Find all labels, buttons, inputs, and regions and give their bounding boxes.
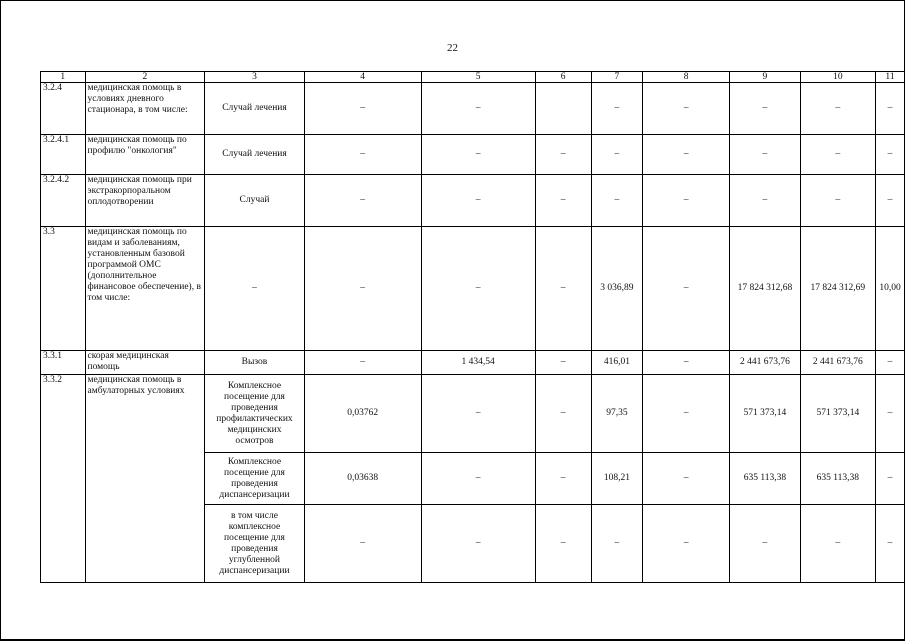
cell-c8: – <box>643 505 730 583</box>
row-code: 3.3.1 <box>41 351 86 375</box>
cell-c8: – <box>643 453 730 505</box>
cell-c6: – <box>535 351 591 375</box>
col-header-3: 3 <box>205 72 304 83</box>
cell-c11: 10,00 <box>876 227 905 351</box>
row-code: 3.3.2 <box>41 375 86 583</box>
cell-c10: 2 441 673,76 <box>800 351 875 375</box>
cell-c5: 1 434,54 <box>421 351 535 375</box>
cell-c7: 3 036,89 <box>591 227 642 351</box>
cell-c11: – <box>876 135 905 175</box>
row-code: 3.3 <box>41 227 86 351</box>
cell-c5: – <box>421 505 535 583</box>
cell-c10: – <box>800 135 875 175</box>
cell-c5: – <box>421 135 535 175</box>
cell-c4: – <box>304 83 421 135</box>
row-unit: Вызов <box>205 351 304 375</box>
cell-c4: – <box>304 135 421 175</box>
table-row <box>41 351 905 375</box>
cell-c8: – <box>643 83 730 135</box>
row-code: 3.2.4.2 <box>41 175 86 227</box>
cell-c9: 635 113,38 <box>730 453 801 505</box>
cell-c10: – <box>800 505 875 583</box>
col-header-1: 1 <box>41 72 86 83</box>
cell-c11: – <box>876 505 905 583</box>
col-header-10: 10 <box>800 72 875 83</box>
cell-c4: – <box>304 505 421 583</box>
col-header-9: 9 <box>730 72 801 83</box>
row-code: 3.2.4.1 <box>41 135 86 175</box>
row-unit: Комплексное посещение для проведения профилактических медицинских осмотров <box>205 375 304 453</box>
cell-c9: 17 824 312,68 <box>730 227 801 351</box>
cell-c4: – <box>304 175 421 227</box>
data-table <box>40 71 905 583</box>
cell-c6 <box>535 83 591 135</box>
cell-c9: – <box>730 505 801 583</box>
cell-c9: – <box>730 83 801 135</box>
cell-c5: – <box>421 227 535 351</box>
cell-c11: – <box>876 375 905 453</box>
cell-c6: – <box>535 453 591 505</box>
cell-c4: – <box>304 351 421 375</box>
row-name: медицинская помощь по профилю "онкология" <box>85 135 205 175</box>
col-header-2: 2 <box>85 72 205 83</box>
row-code: 3.2.4 <box>41 83 86 135</box>
row-unit: Случай <box>205 175 304 227</box>
cell-c7: 416,01 <box>591 351 642 375</box>
cell-c5: – <box>421 453 535 505</box>
cell-c11: – <box>876 175 905 227</box>
cell-c10: – <box>800 175 875 227</box>
row-name: медицинская помощь в условиях дневного стационара, в том числе: <box>85 83 205 135</box>
cell-c7: – <box>591 135 642 175</box>
cell-c7: – <box>591 175 642 227</box>
table-row <box>41 83 905 135</box>
cell-c4: 0,03762 <box>304 375 421 453</box>
row-name: медицинская помощь в амбулаторных условиях <box>85 375 205 583</box>
page-number: 22 <box>447 42 458 54</box>
col-header-4: 4 <box>304 72 421 83</box>
cell-c9: 2 441 673,76 <box>730 351 801 375</box>
cell-c4: 0,03638 <box>304 453 421 505</box>
cell-c7: 97,35 <box>591 375 642 453</box>
cell-c11: – <box>876 83 905 135</box>
cell-c10: 17 824 312,69 <box>800 227 875 351</box>
table-row <box>41 135 905 175</box>
cell-c9: – <box>730 175 801 227</box>
cell-c6: – <box>535 135 591 175</box>
row-unit: Комплексное посещение для проведения диспансеризации <box>205 453 304 505</box>
cell-c7: – <box>591 83 642 135</box>
cell-c5: – <box>421 375 535 453</box>
cell-c11: – <box>876 453 905 505</box>
cell-c6: – <box>535 227 591 351</box>
cell-c8: – <box>643 227 730 351</box>
row-unit: в том числе комплексное посещение для проведения углубленной диспансеризации <box>205 505 304 583</box>
cell-c6: – <box>535 375 591 453</box>
row-name: медицинская помощь по видам и заболеваниям, установленным базовой программой ОМС (дополнительное финансовое обеспечение), в том числе: <box>85 227 205 351</box>
header-row <box>41 72 905 83</box>
row-unit: – <box>205 227 304 351</box>
row-unit: Случай лечения <box>205 135 304 175</box>
cell-c7: 108,21 <box>591 453 642 505</box>
row-name: скорая медицинская помощь <box>85 351 205 375</box>
cell-c11: – <box>876 351 905 375</box>
col-header-11: 11 <box>876 72 905 83</box>
cell-c10: – <box>800 83 875 135</box>
cell-c8: – <box>643 375 730 453</box>
cell-c10: 571 373,14 <box>800 375 875 453</box>
cell-c9: 571 373,14 <box>730 375 801 453</box>
cell-c5: – <box>421 83 535 135</box>
row-name: медицинская помощь при экстракорпоральном оплодотворении <box>85 175 205 227</box>
col-header-5: 5 <box>421 72 535 83</box>
cell-c6: – <box>535 505 591 583</box>
cell-c10: 635 113,38 <box>800 453 875 505</box>
col-header-7: 7 <box>591 72 642 83</box>
cell-c8: – <box>643 135 730 175</box>
table-row <box>41 227 905 351</box>
row-unit: Случай лечения <box>205 83 304 135</box>
cell-c8: – <box>643 351 730 375</box>
table-row <box>41 375 905 453</box>
cell-c5: – <box>421 175 535 227</box>
col-header-6: 6 <box>535 72 591 83</box>
cell-c8: – <box>643 175 730 227</box>
cell-c4: – <box>304 227 421 351</box>
col-header-8: 8 <box>643 72 730 83</box>
table-row <box>41 175 905 227</box>
cell-c6: – <box>535 175 591 227</box>
cell-c7: – <box>591 505 642 583</box>
cell-c9: – <box>730 135 801 175</box>
